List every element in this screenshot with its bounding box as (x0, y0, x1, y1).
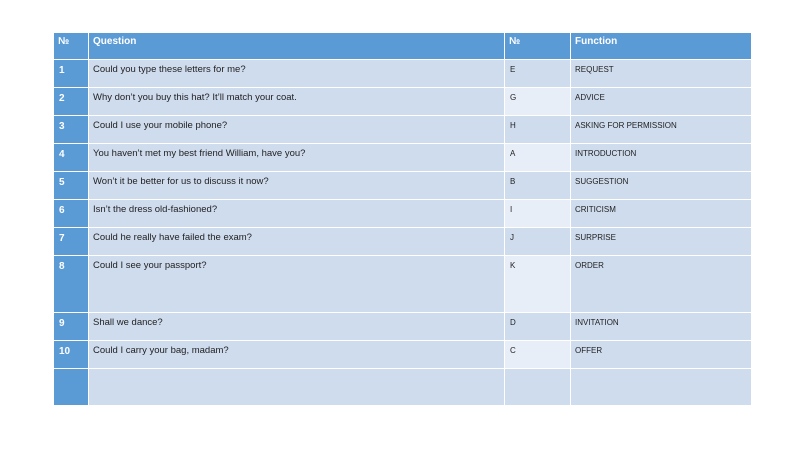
question-cell (89, 369, 505, 406)
table-row (54, 116, 751, 144)
function-cell: ADVICE (571, 88, 751, 116)
table-row-empty (54, 369, 751, 406)
row-number: 2 (54, 88, 89, 116)
row-number: 9 (54, 313, 89, 341)
row-number: 4 (54, 144, 89, 172)
letter-cell: A (505, 144, 571, 172)
row-number: 5 (54, 172, 89, 200)
function-cell: INVITATION (571, 313, 751, 341)
function-cell: INTRODUCTION (571, 144, 751, 172)
matching-table (54, 33, 751, 406)
header-function: Function (571, 33, 751, 60)
function-cell: SURPRISE (571, 228, 751, 256)
question-cell: Why don’t you buy this hat? It’ll match your coat. (89, 88, 505, 116)
row-number: 1 (54, 60, 89, 88)
function-cell: OFFER (571, 341, 751, 369)
question-cell: Could you type these letters for me? (89, 60, 505, 88)
question-cell: Could I carry your bag, madam? (89, 341, 505, 369)
function-cell: ORDER (571, 256, 751, 313)
table-row (54, 256, 751, 313)
table-row (54, 88, 751, 116)
table-row (54, 341, 751, 369)
table-row (54, 144, 751, 172)
letter-cell: K (505, 256, 571, 313)
function-cell: SUGGESTION (571, 172, 751, 200)
letter-cell (505, 369, 571, 406)
letter-cell: C (505, 341, 571, 369)
question-cell: Won’t it be better for us to discuss it now? (89, 172, 505, 200)
question-cell: Isn’t the dress old-fashioned? (89, 200, 505, 228)
row-number: 7 (54, 228, 89, 256)
letter-cell: H (505, 116, 571, 144)
table-row (54, 60, 751, 88)
question-cell: Shall we dance? (89, 313, 505, 341)
letter-cell: E (505, 60, 571, 88)
question-cell: You haven’t met my best friend William, have you? (89, 144, 505, 172)
row-number: 3 (54, 116, 89, 144)
function-cell: REQUEST (571, 60, 751, 88)
question-cell: Could I use your mobile phone? (89, 116, 505, 144)
table-header-row (54, 33, 751, 60)
letter-cell: D (505, 313, 571, 341)
letter-cell: G (505, 88, 571, 116)
table-row (54, 313, 751, 341)
function-cell (571, 369, 751, 406)
letter-cell: B (505, 172, 571, 200)
table-row (54, 200, 751, 228)
function-cell: ASKING FOR PERMISSION (571, 116, 751, 144)
row-number: 8 (54, 256, 89, 313)
row-number: 10 (54, 341, 89, 369)
row-number: 6 (54, 200, 89, 228)
letter-cell: I (505, 200, 571, 228)
table-row (54, 228, 751, 256)
function-cell: CRITICISM (571, 200, 751, 228)
header-num: № (54, 33, 89, 60)
row-number (54, 369, 89, 406)
table-row (54, 172, 751, 200)
question-cell: Could he really have failed the exam? (89, 228, 505, 256)
question-cell: Could I see your passport? (89, 256, 505, 313)
header-question: Question (89, 33, 505, 60)
header-letter: № (505, 33, 571, 60)
letter-cell: J (505, 228, 571, 256)
